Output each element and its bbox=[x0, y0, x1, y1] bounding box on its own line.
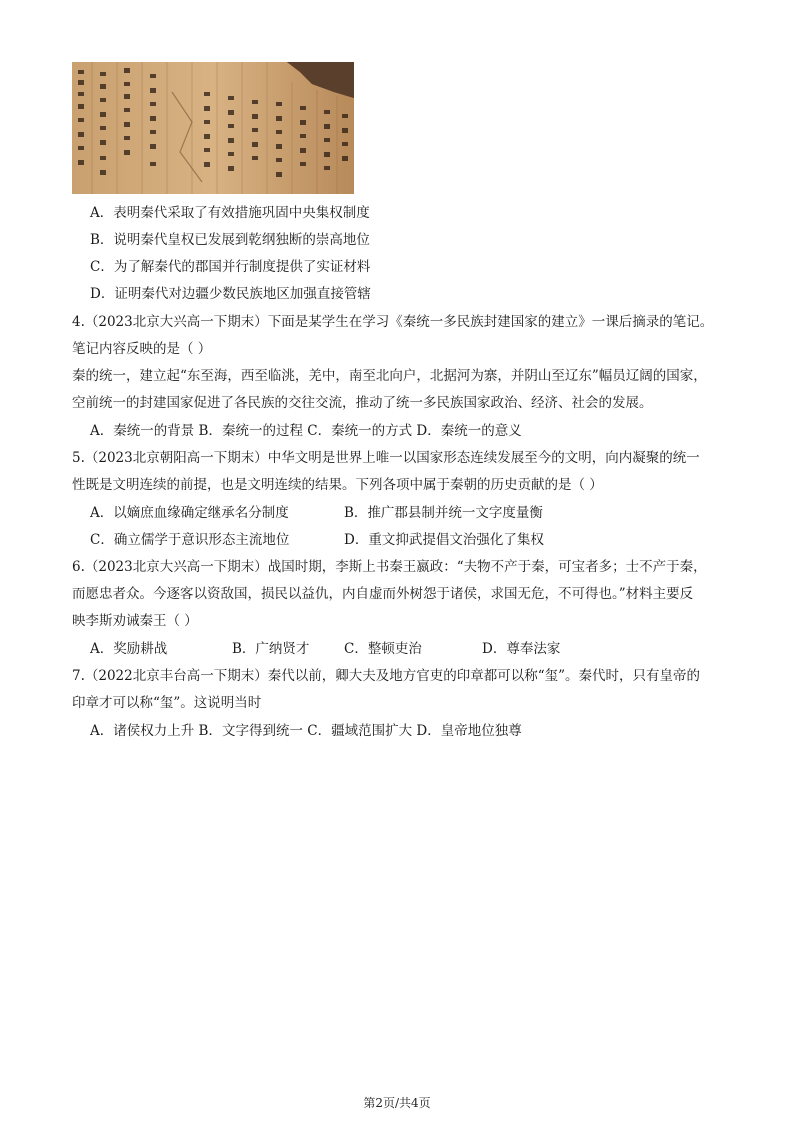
page-number-footer: 第2页/共4页 bbox=[363, 1096, 431, 1110]
q6-option-a: A．奖励耕战 bbox=[90, 641, 168, 657]
q6-stem-line3: 映李斯劝诫秦王（ ） bbox=[72, 613, 198, 629]
q3-option-a: A．表明秦代采取了有效措施巩固中央集权制度 bbox=[90, 205, 370, 221]
q6-option-b: B．广纳贤才 bbox=[232, 641, 310, 657]
q6-stem-line2: 而愿忠者众。今逐客以资敌国，损民以益仇，内自虚而外树怨于诸侯，求国无危，不可得也。”材料主要反 bbox=[72, 586, 694, 602]
q7-stem-line2: 印章才可以称“玺”。这说明当时 bbox=[72, 695, 262, 711]
q6-stem-line1: 6.（2023北京大兴高一下期末）战国时期，李斯上书秦王嬴政：“夫物不产于秦，可宝者多；士不产于秦， bbox=[72, 559, 707, 575]
q4-stem-line2: 笔记内容反映的是（ ） bbox=[72, 341, 212, 357]
q3-option-d: D．证明秦代对边疆少数民族地区加强直接管辖 bbox=[90, 286, 371, 302]
q7-options: A．诸侯权力上升 B．文字得到统一 C．疆域范围扩大 D．皇帝地位独尊 bbox=[90, 723, 522, 739]
q5-option-d: D．重文抑武提倡文治强化了集权 bbox=[344, 532, 544, 548]
q6-option-d: D．尊奉法家 bbox=[482, 641, 561, 657]
q4-options: A．秦统一的背景 B．秦统一的过程 C．秦统一的方式 D．秦统一的意义 bbox=[90, 423, 522, 439]
q5-stem-line2: 性既是文明连续的前提，也是文明连续的结果。下列各项中属于秦朝的历史贡献的是（ ） bbox=[72, 477, 603, 493]
q5-stem-line1: 5.（2023北京朝阳高一下期末）中华文明是世界上唯一以国家形态连续发展至今的文明，向内凝聚的统一 bbox=[72, 450, 700, 466]
q4-stem-line1: 4.（2023北京大兴高一下期末）下面是某学生在学习《秦统一多民族封建国家的建立》一课后摘录的笔记。 bbox=[72, 314, 714, 330]
q3-option-b: B．说明秦代皇权已发展到乾纲独断的崇高地位 bbox=[90, 232, 370, 248]
q7-stem-line1: 7.（2022北京丰台高一下期末）秦代以前，卿大夫及地方官吏的印章都可以称“玺”。秦代时，只有皇帝的 bbox=[72, 668, 701, 684]
q5-option-b: B．推广郡县制并统一文字度量衡 bbox=[344, 505, 543, 521]
bamboo-slip-image bbox=[72, 62, 354, 194]
q5-option-a: A．以嫡庶血缘确定继承名分制度 bbox=[90, 505, 289, 521]
q6-option-c: C．整顿吏治 bbox=[344, 641, 422, 657]
q4-material-line1: 秦的统一，建立起“东至海，西至临洮，羌中，南至北向户，北据河为寨，并阴山至辽东”幅员辽阔的国家， bbox=[72, 368, 707, 384]
q3-option-c: C．为了解秦代的郡国并行制度提供了实证材料 bbox=[90, 259, 371, 275]
q5-option-c: C．确立儒学于意识形态主流地位 bbox=[90, 532, 290, 548]
q4-material-line2: 空前统一的封建国家促进了各民族的交往交流，推动了统一多民族国家政治、经济、社会的发展。 bbox=[72, 395, 653, 411]
